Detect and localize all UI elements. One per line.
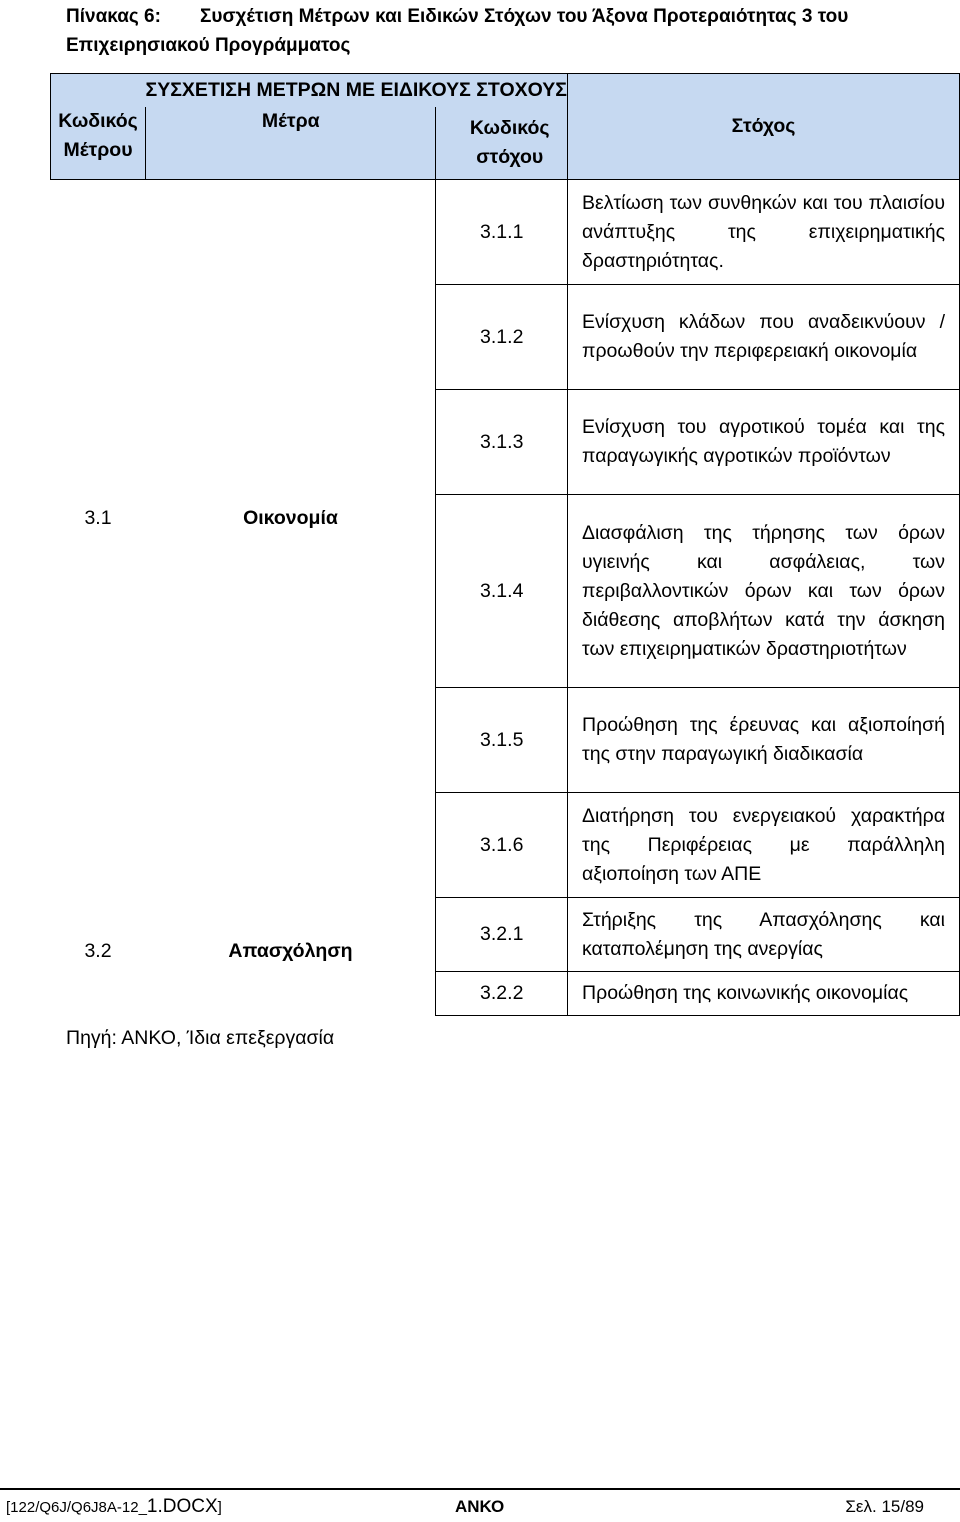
goal-code-cell: 3.1.5 (436, 688, 568, 793)
goal-code-cell: 3.1.6 (436, 793, 568, 898)
goal-text-cell: Προώθηση της έρευνας και αξιοποίησή της στην παραγωγική διαδικασία (568, 688, 960, 793)
goal-code-cell: 3.2.1 (436, 898, 568, 972)
goal-text-cell: Ενίσχυση κλάδων που αναδεικνύουν / προωθούν την περιφερειακή οικονομία (568, 285, 960, 390)
footer-doc-id (6, 1496, 222, 1519)
measures-goals-table (50, 73, 960, 1016)
caption-label: Πίνακας 6: (66, 6, 161, 27)
goal-code-cell: 3.1.3 (436, 390, 568, 495)
table-caption (66, 2, 946, 60)
goal-code-cell: 3.1.2 (436, 285, 568, 390)
measure-code-cell: 3.1 (84, 507, 112, 530)
header-measure-code: Κωδικός Μέτρου (51, 107, 146, 180)
goal-code-cell: 3.1.4 (436, 495, 568, 688)
header-goal: Στόχος (568, 74, 960, 180)
measure-name-cell: Οικονομία (243, 507, 338, 530)
table-super-header: ΣΥΣΧΕΤΙΣΗ ΜΕΤΡΩΝ ΜΕ ΕΙΔΙΚΟΥΣ ΣΤΟΧΟΥΣ (146, 74, 568, 108)
footer-org: ΑΝΚΟ (455, 1497, 505, 1516)
measure-code-cell: 3.2 (84, 940, 112, 962)
footer-doc-main: 1.DOCX (146, 1496, 218, 1517)
footer-divider (0, 1488, 960, 1490)
goal-text-cell: Στήριξης της Απασχόλησης και καταπολέμηση της ανεργίας (568, 898, 960, 972)
goal-text-cell: Ενίσχυση του αγροτικού τομέα και της παραγωγικής αγροτικών προϊόντων (568, 390, 960, 495)
goal-text-cell: Βελτίωση των συνθηκών και του πλαισίου ανάπτυξης της επιχειρηματικής δραστηριότητας. (568, 180, 960, 285)
caption-title: Συσχέτιση Μέτρων και Ειδικών Στόχων του Άξονα Προτεραιότητας 3 του Επιχειρησιακού Προγράμματος (66, 6, 849, 56)
source-note: Πηγή: ΑΝΚΟ, Ίδια επεξεργασία (66, 1027, 335, 1049)
header-goal-code: Κωδικός στόχου (436, 107, 568, 180)
goal-text-cell: Προώθηση της κοινωνικής οικονομίας (568, 972, 960, 1016)
measure-name-cell: Απασχόληση (228, 940, 353, 962)
header-measure: Μέτρα (146, 107, 436, 180)
goal-text-cell: Διασφάλιση της τήρησης των όρων υγιεινής και ασφάλειας, των περιβαλλοντικών όρων και των όρων διάθεσης αποβλήτων κατά την άσκηση των επιχειρηματικών δραστηριοτήτων (568, 495, 960, 688)
footer-doc-prefix: [122/Q6J/Q6J8A-12_ (6, 1499, 147, 1516)
header-spacer (51, 74, 146, 108)
goal-code-cell: 3.2.2 (436, 972, 568, 1016)
goal-code-cell: 3.1.1 (436, 180, 568, 285)
footer-page-number: Σελ. 15/89 (845, 1497, 924, 1516)
footer-doc-suffix: ] (217, 1499, 222, 1516)
goal-text-cell: Διατήρηση του ενεργειακού χαρακτήρα της Περιφέρειας με παράλληλη αξιοποίηση των ΑΠΕ (568, 793, 960, 898)
